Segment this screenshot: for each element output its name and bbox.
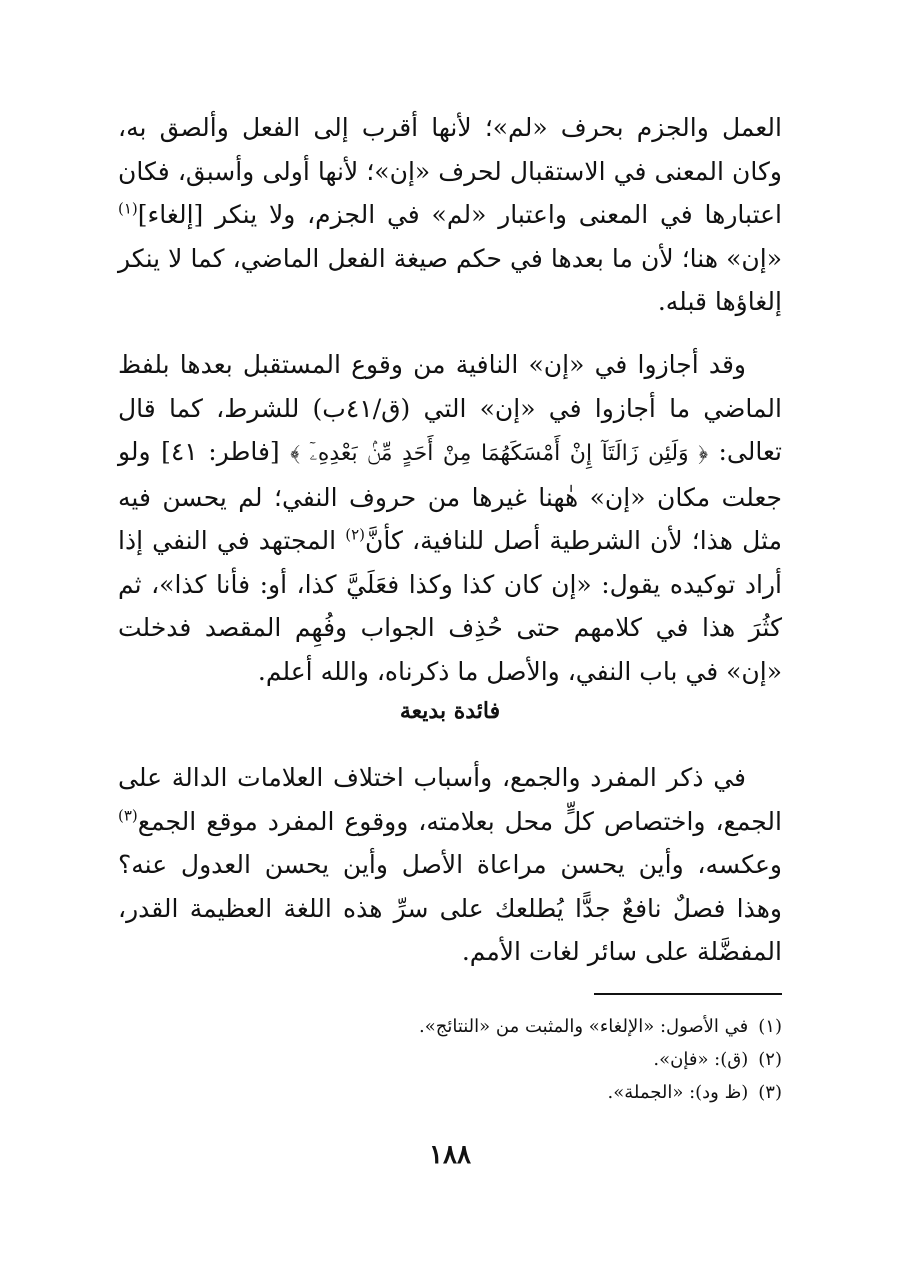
paragraph-1-text-after: «إن» هنا؛ لأن ما بعدها في حكم صيغة الفعل الماضي، كما لا ينكر إلغاؤها قبله.	[118, 243, 782, 316]
footnote-ref-3[interactable]: (٣)	[118, 806, 138, 825]
footnote-ref-2[interactable]: (٢)	[345, 525, 366, 544]
paragraph-1-text: العمل والجزم بحرف «لم»؛ لأنها أقرب إلى الفعل وألصق به، وكان المعنى في الاستقبال لحرف «إن»؛ لأنها أولى وأسبق، فكان اعتبارها في المعنى واعتبار «لم» في الجزم، ولا ينكر [إلغاء]	[118, 113, 782, 229]
footnote-3	[118, 1076, 782, 1109]
quran-verse: ﴿ وَلَئِن زَالَتَآ إِنْ أَمْسَكَهُمَا مِنْ أَحَدٍ مِّنۢ بَعْدِهِۦٓ ﴾	[290, 441, 708, 466]
footnote-number: (٢)	[758, 1049, 782, 1070]
paragraph-3-text-after: وعكسه، وأين يحسن مراعاة الأصل وأين يحسن العدول عنه؟ وهذا فصلٌ نافعٌ جدًّا يُطلعك على سرِّ هذه اللغة العظيمة القدر، المفضَّلة على سائر لغات الأمم.	[118, 850, 782, 966]
paragraph-3	[118, 756, 782, 974]
footnote-text: (ق): «فإن».	[653, 1049, 749, 1070]
paragraph-2-text-mid: [فاطر: ٤١] ولو جعلت مكان «إن» هٰهنا غيرها من حروف النفي؛ لم يحسن فيه مثل هذا؛ لأن الشرطية أصل للنافية، كأنَّ	[118, 437, 782, 555]
footnote-ref-1[interactable]: (١)	[118, 199, 138, 218]
footnote-number: (١)	[758, 1016, 782, 1037]
paragraph-2-text-before: وقد أجازوا في «إن» النافية من وقوع المستقبل بعدها بلفظ الماضي ما أجازوا في «إن» التي (ق/٤١ب) للشرط، كما قال تعالى:	[118, 350, 782, 466]
section-heading: فائدة بديعة	[399, 698, 501, 724]
footnotes	[118, 1010, 782, 1109]
footnote-text: (ظ ود): «الجملة».	[607, 1082, 749, 1103]
paragraph-3-text: في ذكر المفرد والجمع، وأسباب اختلاف العلامات الدالة على الجمع، واختصاص كلٍّ محل بعلامته، ووقوع المفرد موقع الجمع	[118, 763, 782, 836]
footnote-divider	[594, 993, 782, 995]
footnote-text: في الأصول: «الإلغاء» والمثبت من «النتائج».	[418, 1016, 749, 1037]
footnote-2	[118, 1043, 782, 1076]
paragraph-2	[118, 343, 782, 693]
page-number: ١٨٨	[429, 1140, 471, 1170]
paragraph-2-text-after: المجتهد في النفي إذا أراد توكيده يقول: «إن كان كذا وكذا فعَلَيَّ كذا، أو: فأنا كذا»، ثم كثُرَ هذا في كلامهم حتى حُذِف الجواب وفُهِم المقصد فدخلت «إن» في باب النفي، والأصل ما ذكرناه، والله أعلم.	[118, 526, 782, 686]
paragraph-1	[118, 106, 782, 324]
footnote-1	[118, 1010, 782, 1043]
footnote-number: (٣)	[758, 1082, 782, 1103]
